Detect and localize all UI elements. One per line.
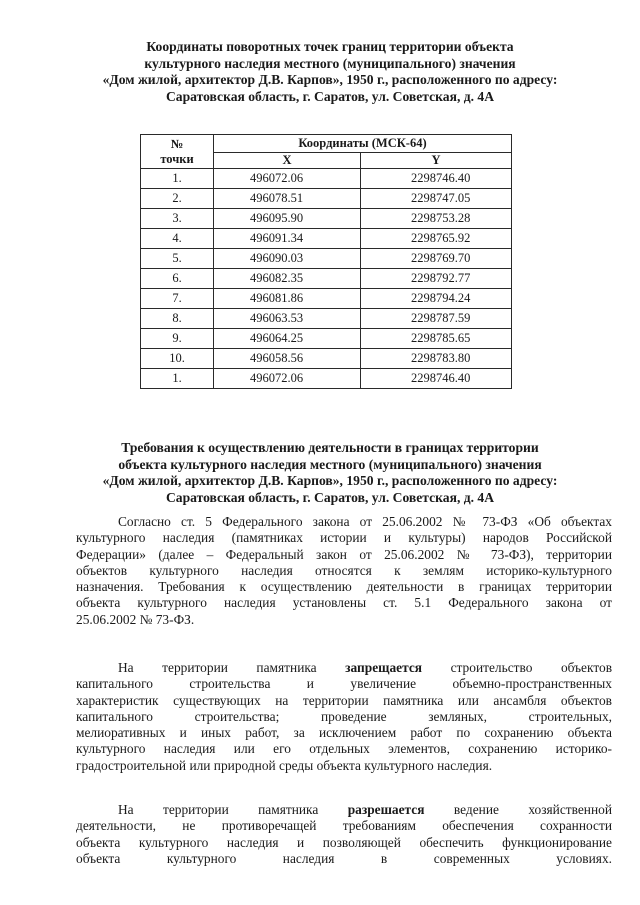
- y-cell: 2298769.70: [361, 249, 512, 269]
- paragraph-legal-basis: [76, 514, 612, 628]
- heading-line: Саратовская область, г. Саратов, ул. Советская, д. 4А: [165, 88, 495, 104]
- heading-line: культурного наследия местного (муниципального) значения: [144, 55, 516, 71]
- x-cell: 496095.90: [214, 209, 361, 229]
- paragraph-line: объекта культурного наследия и позволяющей обеспечить функционирование: [76, 834, 612, 850]
- x-cell: 496063.53: [214, 309, 361, 329]
- emphasis-prohibited: запрещается: [345, 660, 423, 675]
- paragraph-line: капитального строительства; проведение земляных, строительных,: [76, 708, 612, 724]
- heading-line: Требования к осуществлению деятельности в границах территории: [121, 440, 539, 455]
- table-row: [141, 269, 512, 289]
- paragraph-line: культурного наследия или его отдельных элементов, сохранению историко-: [76, 741, 612, 757]
- heading-line: Саратовская область, г. Саратов, ул. Советская, д. 4А: [165, 489, 495, 505]
- y-cell: 2298765.92: [361, 229, 512, 249]
- x-cell: 496072.06: [214, 169, 361, 189]
- y-cell: 2298794.24: [361, 289, 512, 309]
- y-cell: 2298792.77: [361, 269, 512, 289]
- heading-line: «Дом жилой, архитектор Д.В. Карпов», 1950 г., расположенного по адресу:: [102, 473, 558, 488]
- table-row: [141, 369, 512, 389]
- x-column-header: X: [214, 153, 361, 169]
- y-cell: 2298785.65: [361, 329, 512, 349]
- point-number-cell: 1.: [141, 169, 214, 189]
- paragraph-line: градостроительной или природной среды объекта культурного наследия.: [76, 757, 493, 773]
- y-cell: 2298787.59: [361, 309, 512, 329]
- x-cell: 496081.86: [214, 289, 361, 309]
- paragraph-line: 25.06.2002 № 73-ФЗ.: [76, 611, 195, 627]
- table-row: [141, 169, 512, 189]
- point-number-cell: 2.: [141, 189, 214, 209]
- point-number-cell: 4.: [141, 229, 214, 249]
- paragraph-line: мелиоративных и иных работ, за исключением работ по сохранению объекта: [76, 725, 612, 741]
- paragraph-line: Согласно ст. 5 Федерального закона от 25.06.2002 № 73-ФЗ «Об объектах: [118, 514, 612, 529]
- table-row: [141, 189, 512, 209]
- x-cell: 496082.35: [214, 269, 361, 289]
- coordinates-header: Координаты (МСК-64): [214, 135, 512, 153]
- paragraph-line: объекта культурного наследия установлены ст. 5.1 Федерального закона от: [76, 595, 612, 611]
- point-number-cell: 6.: [141, 269, 214, 289]
- heading-line: Координаты поворотных точек границ территории объекта: [146, 39, 514, 54]
- y-cell: 2298746.40: [361, 169, 512, 189]
- paragraph-line: характеристик существующих на территории памятника или ансамбля объектов: [76, 692, 612, 708]
- text: строительство объектов: [450, 660, 613, 675]
- point-number-cell: 3.: [141, 209, 214, 229]
- point-number-header-line1: №: [170, 136, 184, 151]
- table-row: [141, 209, 512, 229]
- y-cell: 2298746.40: [361, 369, 512, 389]
- x-cell: 496078.51: [214, 189, 361, 209]
- x-cell: 496064.25: [214, 329, 361, 349]
- heading-line: объекта культурного наследия местного (муниципального) значения: [118, 456, 542, 472]
- paragraph-line: капитального строительства и увеличение объемно-пространственных: [76, 676, 612, 692]
- requirements-heading: [60, 440, 600, 506]
- paragraph-line: [76, 802, 612, 818]
- y-cell: 2298747.05: [361, 189, 512, 209]
- paragraph-line: [76, 660, 612, 676]
- point-number-cell: 1.: [141, 369, 214, 389]
- table-row: [141, 309, 512, 329]
- text: ведение хозяйственной: [453, 802, 612, 817]
- table-row: [141, 349, 512, 369]
- point-number-cell: 8.: [141, 309, 214, 329]
- y-column-header: Y: [361, 153, 512, 169]
- x-cell: 496072.06: [214, 369, 361, 389]
- paragraph-permitted: [76, 802, 612, 867]
- emphasis-permitted: разрешается: [347, 802, 425, 817]
- paragraph-line: назначения. Требования к осуществлению деятельности в границах территории: [76, 579, 612, 595]
- table-row: [141, 249, 512, 269]
- coordinates-table: [140, 134, 512, 389]
- table-row: [141, 229, 512, 249]
- point-number-header-line2: точки: [160, 151, 194, 166]
- paragraph-line: объектов культурного наследия относятся к землям историко-культурного: [76, 562, 612, 578]
- paragraph-line: объекта культурного наследия в современных условиях.: [76, 850, 612, 866]
- coordinates-heading: [60, 39, 600, 105]
- paragraph-line: Федерации» (далее – Федеральный закон от 25.06.2002 № 73-ФЗ), территории: [76, 546, 612, 562]
- y-cell: 2298753.28: [361, 209, 512, 229]
- point-number-cell: 10.: [141, 349, 214, 369]
- heading-line: «Дом жилой, архитектор Д.В. Карпов», 1950 г., расположенного по адресу:: [102, 72, 558, 87]
- paragraph-line: культурного наследия (памятниках истории и культуры) народов Российской: [76, 530, 612, 546]
- point-number-cell: 7.: [141, 289, 214, 309]
- point-number-cell: 5.: [141, 249, 214, 269]
- point-number-cell: 9.: [141, 329, 214, 349]
- point-number-header: [141, 135, 214, 169]
- paragraph-line: деятельности, не противоречащей требованиям обеспечения сохранности: [76, 818, 612, 834]
- x-cell: 496091.34: [214, 229, 361, 249]
- table-row: [141, 289, 512, 309]
- table-row: [141, 329, 512, 349]
- x-cell: 496090.03: [214, 249, 361, 269]
- text: На территории памятника: [118, 802, 319, 817]
- paragraph-prohibited: [76, 660, 612, 774]
- y-cell: 2298783.80: [361, 349, 512, 369]
- text: На территории памятника: [118, 660, 317, 675]
- x-cell: 496058.56: [214, 349, 361, 369]
